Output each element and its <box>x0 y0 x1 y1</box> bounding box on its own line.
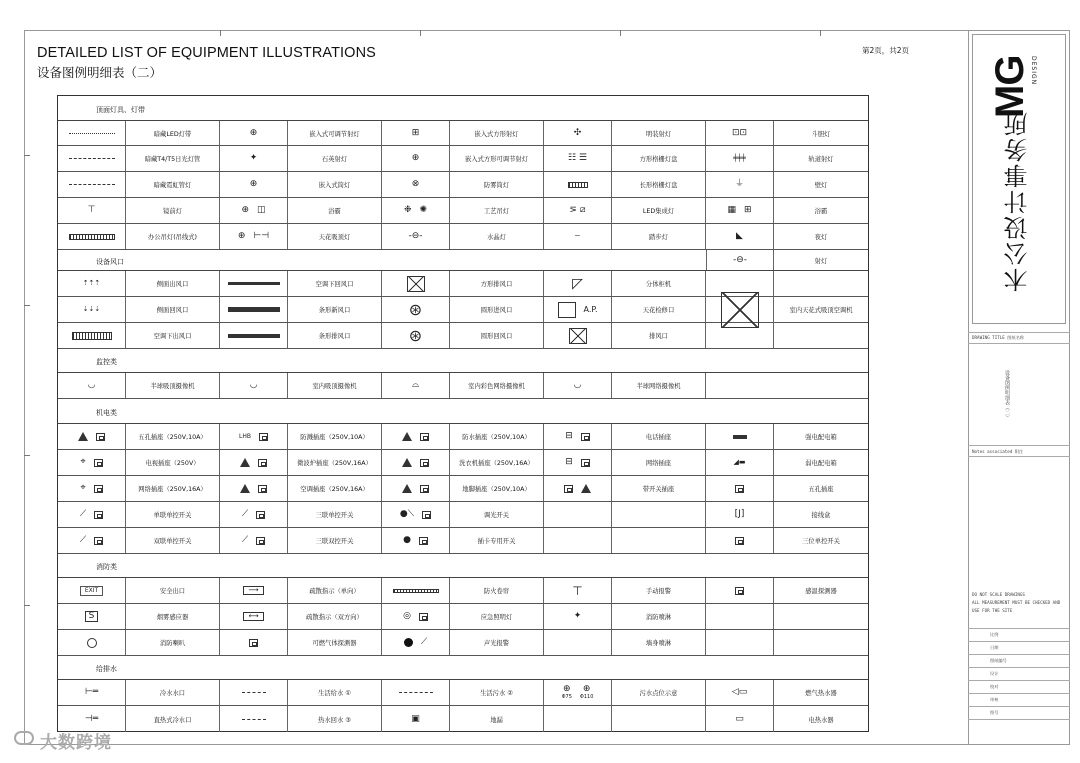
legend-label: 射灯 <box>814 257 828 265</box>
section-header-power <box>58 399 868 424</box>
fire-speaker-icon <box>58 630 126 655</box>
strobe-alarm-icon: ⟋ <box>382 630 450 655</box>
table-row <box>58 502 868 528</box>
legend-label: 斗胆灯 <box>811 130 831 138</box>
field-label: 审核 <box>990 697 999 702</box>
legend-label: 电热水器 <box>808 716 834 724</box>
divider <box>968 343 1070 344</box>
table-row <box>58 578 868 604</box>
surface-spotlight-icon: ✣ <box>544 121 612 145</box>
legend-label: 空调插座（250V,16A） <box>288 476 382 501</box>
empty-cell <box>706 630 774 655</box>
legend-label: 空调下出风口 <box>126 323 220 348</box>
legend-label: 天花吸顶灯 <box>288 224 382 249</box>
dimmer-switch-icon: ●⟍ <box>382 502 450 527</box>
legend-label: 室内吸顶摄像机 <box>288 373 382 398</box>
legend-label: 条形新风口 <box>288 297 382 322</box>
floor-drain-icon: ▣ <box>382 706 450 732</box>
legend-label: 石英射灯 <box>288 146 382 171</box>
field-label: 设计 <box>990 671 999 676</box>
electric-heater-icon: ▭ <box>706 706 774 732</box>
table-row <box>58 424 868 450</box>
dome-camera-icon: ◡ <box>58 373 126 398</box>
section-header-vents <box>58 250 868 271</box>
edge-tick <box>24 605 30 606</box>
legend-label: 长形格栅灯盘 <box>612 172 706 197</box>
network-outlet-icon: ⊟ <box>544 450 612 475</box>
legend-label: 五孔插座 <box>808 486 834 493</box>
bath-heater-icon: ⊕ ◫ <box>220 198 288 223</box>
neon-tube-icon <box>58 172 126 197</box>
wall-lamp-icon: ⏚ <box>706 172 774 197</box>
grille-light-icon: ⊡⊡ <box>706 121 774 145</box>
section-title: 监控类 <box>96 358 117 366</box>
evac-double-icon: ⟷ <box>220 604 288 629</box>
ac-supply-vent-icon <box>58 323 126 348</box>
side-supply-vent-icon: ⇡⇡⇡ <box>58 271 126 296</box>
page-title-en: DETAILED LIST OF EQUIPMENT ILLUSTRATIONS <box>37 45 376 61</box>
side-return-vent-icon: ⇣⇣⇣ <box>58 297 126 322</box>
low-voltage-panel-icon: ◢▬ <box>706 450 774 475</box>
legend-label: 疏散指示（单向） <box>288 578 382 603</box>
legend-label: 弱电配电箱 <box>805 460 837 467</box>
section-header-fire <box>58 554 868 578</box>
exit-sign-icon: EXIT <box>58 578 126 603</box>
legend-label: 电视插座（250V） <box>126 450 220 475</box>
section-header-monitor <box>58 349 868 373</box>
legend-label: 天花检修口 <box>612 297 706 322</box>
legend-label: 轨道射灯 <box>808 156 834 163</box>
divider <box>968 641 1070 642</box>
legend-label: 壁灯 <box>814 182 828 189</box>
legend-label: 带开关插座 <box>612 476 706 501</box>
heat-detector-icon <box>706 578 774 603</box>
note-line: DO NOT SCALE DRAWINGS <box>972 592 1025 597</box>
five-hole-outlet-icon <box>706 476 774 501</box>
round-supply-icon: ⊛ <box>382 297 450 322</box>
emergency-light-icon: ◎ <box>382 604 450 629</box>
divider <box>968 680 1070 681</box>
hot-water-return-icon <box>220 706 288 732</box>
legend-label: 消防喷淋 <box>612 604 706 629</box>
legend-label: 暗藏霓虹管灯 <box>126 172 220 197</box>
edge-tick <box>820 30 821 36</box>
legend-label: 浴霸 <box>814 208 828 215</box>
bath-heater-icon: ▦ ⊞ <box>706 198 774 223</box>
table-row <box>58 198 868 224</box>
sprinkler-icon: ✦ <box>544 604 612 629</box>
legend-label: 疏散指示（双方向） <box>288 604 382 629</box>
page-title-zh: 设备图例明细表（二） <box>37 65 163 80</box>
microwave-outlet-icon <box>220 450 288 475</box>
legend-label: 应急照明灯 <box>450 604 544 629</box>
divider <box>968 445 1070 446</box>
divider <box>968 667 1070 668</box>
legend-label: 半球网络摄像机 <box>612 373 706 398</box>
legend-label: 地漏 <box>450 706 544 732</box>
single-switch-icon: ⟋ <box>58 502 126 527</box>
spotlight-icon: -⊖- <box>706 250 774 270</box>
legend-label: 网络插座（250V,16A） <box>126 476 220 501</box>
section-title: 顶面灯具、灯带 <box>96 106 145 114</box>
three-gang-switch-icon <box>706 528 774 553</box>
round-return-icon: ⊛ <box>382 323 450 348</box>
legend-label: 侧面出风口 <box>126 271 220 296</box>
switched-outlet-icon <box>544 476 612 501</box>
legend-label: 可燃气体探测器 <box>288 630 382 655</box>
legend-label: 烟雾感应器 <box>126 604 220 629</box>
power-panel-icon <box>706 424 774 449</box>
legend-label: 安全出口 <box>126 578 220 603</box>
legend-label: 直热式冷水口 <box>126 706 220 732</box>
legend-label: 排风口 <box>612 323 706 348</box>
mirror-light-icon: ⊤ <box>58 198 126 223</box>
legend-label: 室内彩色网络摄像机 <box>450 373 544 398</box>
notes-label: Notes associated 附注 <box>972 449 1024 454</box>
legend-label: 嵌入式筒灯 <box>288 172 382 197</box>
legend-label: 侧面回风口 <box>126 297 220 322</box>
legend-label: 燃气热水器 <box>805 690 837 697</box>
table-row <box>58 528 868 554</box>
empty-cell <box>544 502 612 527</box>
legend-label: 圆形进风口 <box>450 297 544 322</box>
firm-name: 木公设计事务所 <box>1004 110 1032 292</box>
quartz-spotlight-icon: ✦ <box>220 146 288 171</box>
adjustable-spotlight-icon: ⊕ <box>220 121 288 145</box>
legend-label: 三联双控开关 <box>288 528 382 553</box>
legend-label: 微波炉插座（250V,16A） <box>288 450 382 475</box>
watermark-icon <box>14 731 34 745</box>
edge-tick <box>620 30 621 36</box>
fire-shutter-icon <box>382 578 450 603</box>
network-socket-icon: ⌖ <box>58 476 126 501</box>
divider <box>968 628 1070 629</box>
legend-label: 插卡专用开关 <box>450 528 544 553</box>
ceiling-camera-icon: ◡ <box>220 373 288 398</box>
legend-label: 嵌入式可调节射灯 <box>288 121 382 145</box>
legend-label: 嵌入式方形射灯 <box>450 121 544 145</box>
legend-label: 方形排风口 <box>450 271 544 296</box>
manual-alarm-icon: ⊤ <box>544 578 612 603</box>
page-number: 第2页，共2页 <box>862 46 910 55</box>
legend-label <box>774 630 868 655</box>
edge-tick <box>24 305 30 306</box>
legend-label <box>612 502 706 527</box>
table-row <box>58 121 868 146</box>
legend-label: 防水插座（250V,10A） <box>450 424 544 449</box>
note-line: ALL MEASUREMENT MUST BE CHECKED AND <box>972 600 1061 605</box>
field-label: 比例 <box>990 632 999 637</box>
legend-label: 三联单控开关 <box>288 502 382 527</box>
legend-label: 洗衣机插座（250V,16A） <box>450 450 544 475</box>
legend-label: 半球吸顶摄像机 <box>126 373 220 398</box>
legend-label: 圆形回风口 <box>450 323 544 348</box>
table-row <box>58 224 868 250</box>
step-light-icon: ⌣ <box>544 224 612 249</box>
field-label: 校对 <box>990 684 999 689</box>
legend-label: 镜前灯 <box>126 198 220 223</box>
edge-tick <box>420 30 421 36</box>
phone-outlet-icon: ⊟ <box>544 424 612 449</box>
splashproof-outlet-icon: LHB <box>220 424 288 449</box>
legend-label: 防溅插座（250V,10A） <box>288 424 382 449</box>
table-row <box>58 604 868 630</box>
empty-cell <box>706 604 774 629</box>
note-line: USE FOR THE SITE <box>972 608 1013 613</box>
led-panel-icon: ⋝ ⧄ <box>544 198 612 223</box>
field-label: 图号 <box>990 710 999 715</box>
legend-label: 网络插座 <box>612 450 706 475</box>
legend-label <box>612 706 706 732</box>
access-panel-icon: A.P. <box>544 297 612 322</box>
cold-water-icon: ⊢═ <box>58 680 126 705</box>
water-supply-line-icon <box>220 680 288 705</box>
linear-exhaust-icon <box>220 323 288 348</box>
legend-label: 防火卷帘 <box>450 578 544 603</box>
gas-detector-icon <box>220 630 288 655</box>
legend-label: 三位单控开关 <box>802 538 840 545</box>
section-header-lighting <box>58 96 868 121</box>
ceiling-light-icon: ⊕ ⊢⊣ <box>220 224 288 249</box>
grille-panel-icon: ☷ ☰ <box>544 146 612 171</box>
gas-heater-icon: ◁▭ <box>706 680 774 705</box>
night-light-icon: ◣ <box>706 224 774 249</box>
fluorescent-tube-icon <box>58 146 126 171</box>
drawing-title-label: DRAWING TITLE 图纸名称 <box>972 335 1025 340</box>
office-pendant-icon <box>58 224 126 249</box>
legend-label: 双联单控开关 <box>126 528 220 553</box>
legend-label: 调光开关 <box>450 502 544 527</box>
legend-label: LED集成灯 <box>612 198 706 223</box>
table-row <box>58 146 868 172</box>
legend-label: 方形格栅灯盘 <box>612 146 706 171</box>
split-cabinet-icon: ◸ <box>544 271 612 296</box>
watermark: 大数跨境 <box>40 733 112 753</box>
evac-single-icon: ⟶ <box>220 578 288 603</box>
edge-tick <box>24 455 30 456</box>
legend-label: 办公吊灯(吊线式) <box>126 224 220 249</box>
legend-label: 冷水水口 <box>126 680 220 705</box>
triple-two-way-switch-icon: ⟋ <box>220 528 288 553</box>
divider <box>968 654 1070 655</box>
legend-label: 污水点位示意 <box>612 680 706 705</box>
legend-label: 浴霸 <box>288 198 382 223</box>
network-camera-icon: ⌓ <box>382 373 450 398</box>
table-row <box>58 450 868 476</box>
double-switch-icon: ⟋ <box>58 528 126 553</box>
legend-label: 踏步灯 <box>612 224 706 249</box>
section-title: 给排水 <box>96 665 117 673</box>
floor-outlet-icon <box>382 476 450 501</box>
legend-label: 热水回水 ③ <box>288 706 382 732</box>
field-label: 日期 <box>990 645 999 650</box>
legend-label: 暗藏T4/T5日光灯管 <box>126 146 220 171</box>
section-title: 设备风口 <box>96 258 124 266</box>
adjustable-square-spotlight-icon: ⊕ <box>382 146 450 171</box>
empty-cell <box>544 630 612 655</box>
fogproof-downlight-icon: ⊗ <box>382 172 450 197</box>
legend-label: 感温探测器 <box>805 588 837 595</box>
field-label: 图纸编号 <box>990 658 1007 663</box>
legend-label: 暗藏LED灯带 <box>126 121 220 145</box>
legend-label: 五孔插座（250V,10A） <box>126 424 220 449</box>
legend-label: 条形排风口 <box>288 323 382 348</box>
legend-label: 声光报警 <box>450 630 544 655</box>
downlight-icon: ⊕ <box>220 172 288 197</box>
section-header-water <box>58 656 868 680</box>
legend-label: 生活给水 ① <box>288 680 382 705</box>
drawing-name: 设备图例明细表（二） <box>1004 370 1010 420</box>
empty-cell <box>544 528 612 553</box>
table-row <box>58 706 868 732</box>
legend-label: 室内天花式吸顶空调机 <box>774 271 868 349</box>
legend-label <box>612 528 706 553</box>
waterproof-outlet-icon <box>382 424 450 449</box>
divider <box>968 332 1070 333</box>
long-grille-icon <box>544 172 612 197</box>
equipment-table <box>57 95 869 732</box>
table-row <box>58 476 868 502</box>
square-exhaust-icon <box>382 271 450 296</box>
empty-cell <box>544 706 612 732</box>
legend-label: 明装射灯 <box>612 121 706 145</box>
legend-label: 工艺吊灯 <box>450 198 544 223</box>
legend-label: 夜灯 <box>814 234 828 241</box>
ac-return-vent-icon <box>220 271 288 296</box>
tv-outlet-icon: ⌖ <box>58 450 126 475</box>
led-strip-icon <box>58 121 126 145</box>
drain-point-icon: ⊕ Φ75 ⊕ Φ110 <box>544 680 612 705</box>
divider <box>968 693 1070 694</box>
legend-label: 空调下回风口 <box>288 271 382 296</box>
logo-mg: MG <box>988 55 1032 118</box>
legend-label: 嵌入式方形可调节射灯 <box>450 146 544 171</box>
crystal-light-icon: -⊖- <box>382 224 450 249</box>
ceiling-ac-icon <box>706 271 774 349</box>
ac-outlet-icon <box>220 476 288 501</box>
legend-label: 防雾筒灯 <box>450 172 544 197</box>
triple-switch-icon: ⟋ <box>220 502 288 527</box>
section-title: 机电类 <box>96 409 117 417</box>
square-spotlight-icon: ⊞ <box>382 121 450 145</box>
card-switch-icon: ● <box>382 528 450 553</box>
legend-label: 地脚插座（250V,10A） <box>450 476 544 501</box>
legend-label: 墙身喷淋 <box>612 630 706 655</box>
outlet-icon <box>58 424 126 449</box>
dome-network-camera-icon: ◡ <box>544 373 612 398</box>
washer-outlet-icon <box>382 450 450 475</box>
exhaust-vent-icon <box>544 323 612 348</box>
legend-label: 生活污水 ② <box>450 680 544 705</box>
logo-design: DESIGN <box>1030 56 1037 86</box>
legend-label: 水晶灯 <box>450 224 544 249</box>
smoke-detector-icon: S <box>58 604 126 629</box>
edge-tick <box>24 155 30 156</box>
legend-label: 强电配电箱 <box>805 434 837 441</box>
pendant-light-icon: ❉ ✺ <box>382 198 450 223</box>
table-row <box>58 172 868 198</box>
sewage-line-icon <box>382 680 450 705</box>
table-row <box>58 373 868 399</box>
legend-label: 手动报警 <box>612 578 706 603</box>
track-light-icon: ╪╪╪ <box>706 146 774 171</box>
divider <box>968 456 1070 457</box>
legend-label: 消防喇叭 <box>126 630 220 655</box>
linear-fresh-air-icon <box>220 297 288 322</box>
divider <box>968 706 1070 707</box>
legend-label: 接线盒 <box>811 512 831 519</box>
table-row <box>58 630 868 656</box>
legend-label: 电话插座 <box>612 424 706 449</box>
legend-label: 分体柜机 <box>612 271 706 296</box>
divider <box>968 719 1070 720</box>
junction-box-icon: [J] <box>706 502 774 527</box>
legend-label <box>774 604 868 629</box>
legend-label: 单联单控开关 <box>126 502 220 527</box>
section-title: 消防类 <box>96 563 117 571</box>
direct-cold-water-icon: ⊣═ <box>58 706 126 732</box>
edge-tick <box>220 30 221 36</box>
table-row <box>58 680 868 706</box>
